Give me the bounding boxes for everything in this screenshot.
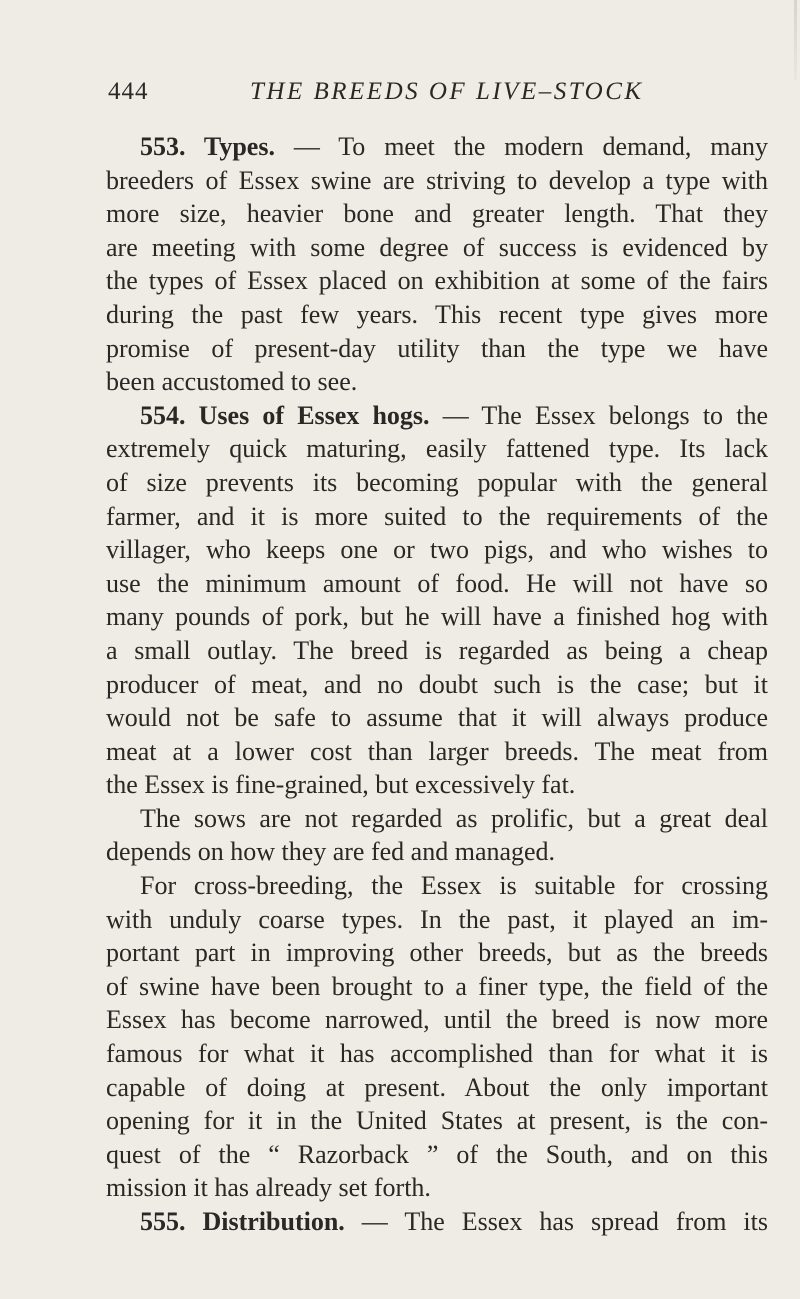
line-text: are meeting with some degree of success is evidenced by (106, 232, 768, 262)
section-heading: 554. Uses of Essex hogs. (140, 400, 430, 430)
line-text: producer of meat, and no doubt such is the case; but it (106, 669, 768, 699)
text-line (106, 869, 768, 903)
text-line (106, 264, 768, 298)
line-text: with unduly coarse types. In the past, it played an im- (106, 904, 768, 934)
text-line (106, 802, 768, 836)
line-text: would not be safe to assume that it will always produce (106, 703, 768, 733)
line-text: promise of present-day utility than the type we have (106, 333, 768, 363)
line-text: The sows are not regarded as prolific, but a great deal (140, 803, 768, 833)
section-heading: 555. Distribution. (140, 1207, 345, 1236)
text-line (106, 231, 768, 265)
text-line (106, 432, 768, 466)
body-text (106, 130, 768, 1239)
text-line (106, 567, 768, 601)
line-text: of size prevents its becoming popular with the general (106, 467, 768, 497)
line-text: — The Essex belongs to the (429, 400, 768, 430)
text-line (106, 500, 768, 534)
text-line (106, 835, 768, 869)
text-line (106, 600, 768, 634)
running-head: THE BREEDS OF LIVE–STOCK (250, 78, 644, 105)
text-line (106, 130, 768, 164)
page-header (108, 78, 758, 108)
page-edge-shadow (794, 0, 797, 80)
text-line (106, 466, 768, 500)
text-line (106, 668, 768, 702)
line-text: For cross-breeding, the Essex is suitable for crossing (140, 871, 768, 901)
line-text: extremely quick maturing, easily fattened type. Its lack (106, 434, 768, 464)
text-line (106, 1138, 768, 1172)
page-number: 444 (108, 78, 149, 105)
line-text: — To meet the modern demand, many (274, 132, 768, 161)
line-text: depends on how they are fed and managed. (106, 837, 556, 867)
text-line (106, 1003, 768, 1037)
text-line (106, 1171, 768, 1205)
line-text: of swine have been brought to a finer type, the field of the (106, 971, 768, 1001)
text-line (106, 1071, 768, 1105)
line-text: been accustomed to see. (106, 367, 358, 397)
line-text: mission it has already set forth. (106, 1173, 431, 1203)
line-text: quest of the “ Razorback ” of the South, and on this (106, 1139, 768, 1169)
line-text: opening for it in the United States at present, is the con- (106, 1106, 768, 1136)
line-text: a small outlay. The breed is regarded as being a cheap (106, 635, 768, 665)
text-line (106, 903, 768, 937)
line-text: capable of doing at present. About the only important (106, 1072, 768, 1102)
line-text: during the past few years. This recent type gives more (106, 299, 768, 329)
text-line (106, 735, 768, 769)
text-line (106, 634, 768, 668)
line-text: portant part in improving other breeds, but as the breeds (106, 938, 768, 968)
text-line (106, 399, 768, 433)
text-line (106, 1037, 768, 1071)
text-line (106, 768, 768, 802)
text-line (106, 936, 768, 970)
line-text: Essex has become narrowed, until the breed is now more (106, 1005, 768, 1035)
line-text: meat at a lower cost than larger breeds. The meat from (106, 736, 768, 766)
text-line (106, 298, 768, 332)
text-line (106, 533, 768, 567)
line-text: many pounds of pork, but he will have a finished hog with (106, 602, 768, 632)
line-text: use the minimum amount of food. He will not have so (106, 568, 768, 598)
text-line (106, 1205, 768, 1239)
line-text: farmer, and it is more suited to the requirements of the (106, 501, 768, 531)
line-text: breeders of Essex swine are striving to develop a type with (106, 165, 768, 195)
line-text: — The Essex has spread from its (344, 1207, 768, 1236)
section-heading: 553. Types. (140, 132, 275, 161)
text-line (106, 970, 768, 1004)
line-text: famous for what it has accomplished than for what it is (106, 1039, 768, 1069)
text-line (106, 1104, 768, 1138)
line-text: more size, heavier bone and greater length. That they (106, 199, 768, 229)
text-line (106, 164, 768, 198)
text-line (106, 365, 768, 399)
line-text: villager, who keeps one or two pigs, and who wishes to (106, 535, 768, 565)
text-line (106, 197, 768, 231)
line-text: the Essex is fine-grained, but excessively fat. (106, 770, 576, 800)
line-text: the types of Essex placed on exhibition at some of the fairs (106, 266, 768, 296)
text-line (106, 701, 768, 735)
text-line (106, 332, 768, 366)
